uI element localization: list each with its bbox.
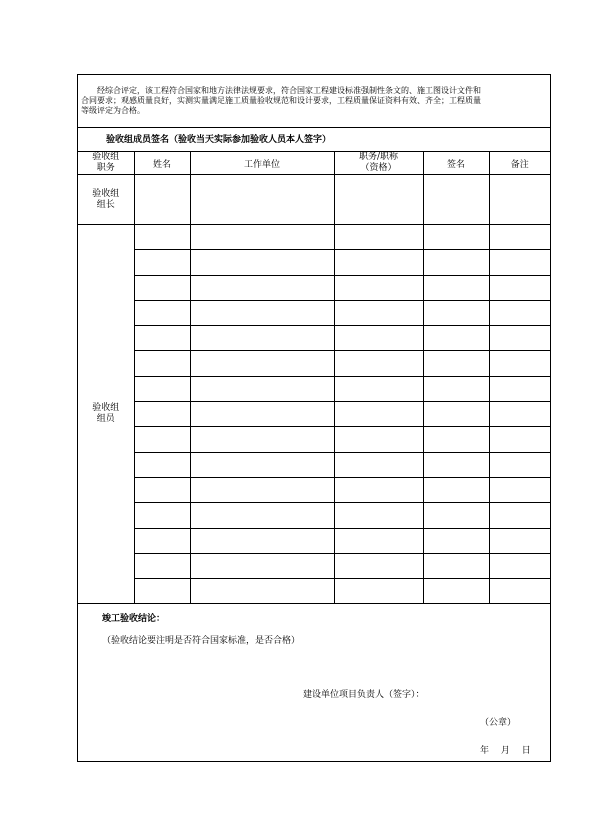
member-sign-cell[interactable] xyxy=(423,275,489,300)
member-row xyxy=(78,351,550,376)
member-remark-cell[interactable] xyxy=(489,300,550,325)
leader-unit-cell[interactable] xyxy=(190,175,334,225)
signature-section-title: 验收组成员签名（验收当天实际参加验收人员本人签字） xyxy=(78,128,550,152)
member-row xyxy=(78,553,550,578)
member-sign-cell[interactable] xyxy=(423,351,489,376)
member-unit-cell[interactable] xyxy=(190,300,334,325)
member-title-cell[interactable] xyxy=(334,376,423,401)
member-remark-cell[interactable] xyxy=(489,477,550,502)
member-sign-cell[interactable] xyxy=(423,326,489,351)
member-unit-cell[interactable] xyxy=(190,225,334,250)
member-title-cell[interactable] xyxy=(334,528,423,553)
member-title-cell[interactable] xyxy=(334,225,423,250)
member-name-cell[interactable] xyxy=(134,427,190,452)
leader-title-cell[interactable] xyxy=(334,175,423,225)
member-title-cell[interactable] xyxy=(334,452,423,477)
member-unit-cell[interactable] xyxy=(190,553,334,578)
member-sign-cell[interactable] xyxy=(423,579,489,604)
member-sign-cell[interactable] xyxy=(423,402,489,427)
member-title-cell[interactable] xyxy=(334,402,423,427)
member-remark-cell[interactable] xyxy=(489,452,550,477)
member-sign-cell[interactable] xyxy=(423,477,489,502)
member-title-cell[interactable] xyxy=(334,553,423,578)
member-row xyxy=(78,477,550,502)
official-seal-label: （公章） xyxy=(480,718,517,728)
member-unit-cell[interactable] xyxy=(190,402,334,427)
header-title: 职务/职称 （资格） xyxy=(334,152,423,175)
member-name-cell[interactable] xyxy=(134,225,190,250)
header-unit: 工作单位 xyxy=(190,152,334,175)
member-row xyxy=(78,225,550,250)
member-unit-cell[interactable] xyxy=(190,503,334,528)
member-sign-cell[interactable] xyxy=(423,300,489,325)
member-row xyxy=(78,376,550,401)
member-remark-cell[interactable] xyxy=(489,553,550,578)
member-sign-cell[interactable] xyxy=(423,503,489,528)
member-role-label: 验收组 组员 xyxy=(78,225,134,604)
signatory-label: 建设单位项目负责人（签字）： xyxy=(303,690,425,700)
member-remark-cell[interactable] xyxy=(489,326,550,351)
header-name: 姓名 xyxy=(134,152,190,175)
leader-row xyxy=(78,175,550,225)
member-unit-cell[interactable] xyxy=(190,351,334,376)
member-remark-cell[interactable] xyxy=(489,528,550,553)
member-remark-cell[interactable] xyxy=(489,427,550,452)
leader-role-label: 验收组 组长 xyxy=(78,175,134,225)
leader-name-cell[interactable] xyxy=(134,175,190,225)
member-unit-cell[interactable] xyxy=(190,528,334,553)
member-unit-cell[interactable] xyxy=(190,275,334,300)
member-name-cell[interactable] xyxy=(134,477,190,502)
member-title-cell[interactable] xyxy=(334,427,423,452)
member-unit-cell[interactable] xyxy=(190,579,334,604)
member-title-cell[interactable] xyxy=(334,351,423,376)
member-row xyxy=(78,528,550,553)
member-remark-cell[interactable] xyxy=(489,351,550,376)
evaluation-statement xyxy=(78,75,550,128)
header-row xyxy=(78,152,550,175)
member-title-cell[interactable] xyxy=(334,300,423,325)
member-sign-cell[interactable] xyxy=(423,452,489,477)
header-role: 验收组 职务 xyxy=(78,152,134,175)
member-name-cell[interactable] xyxy=(134,300,190,325)
member-name-cell[interactable] xyxy=(134,553,190,578)
member-name-cell[interactable] xyxy=(134,376,190,401)
member-remark-cell[interactable] xyxy=(489,402,550,427)
statement-line-3: 等级评定为合格。 xyxy=(81,106,145,115)
member-sign-cell[interactable] xyxy=(423,250,489,275)
date-label: 年 月 日 xyxy=(480,746,531,756)
member-name-cell[interactable] xyxy=(134,579,190,604)
leader-remark-cell[interactable] xyxy=(489,175,550,225)
member-name-cell[interactable] xyxy=(134,250,190,275)
member-unit-cell[interactable] xyxy=(190,376,334,401)
member-sign-cell[interactable] xyxy=(423,528,489,553)
member-remark-cell[interactable] xyxy=(489,376,550,401)
member-unit-cell[interactable] xyxy=(190,452,334,477)
conclusion-section xyxy=(78,605,550,761)
member-sign-cell[interactable] xyxy=(423,225,489,250)
statement-line-2: 合同要求；观感质量良好，实测实量满足施工质量验收规范和设计要求，工程质量保证资料有效、齐全；工程质量 xyxy=(81,96,481,105)
member-row xyxy=(78,300,550,325)
member-row xyxy=(78,326,550,351)
member-remark-cell[interactable] xyxy=(489,503,550,528)
statement-line-1: 经综合评定，该工程符合国家和地方法律法规要求，符合国家工程建设标准强制性条文的、施工图设计文件和 xyxy=(97,86,481,95)
member-remark-cell[interactable] xyxy=(489,275,550,300)
member-row xyxy=(78,402,550,427)
member-unit-cell[interactable] xyxy=(190,477,334,502)
member-title-cell[interactable] xyxy=(334,477,423,502)
member-unit-cell[interactable] xyxy=(190,427,334,452)
member-title-cell[interactable] xyxy=(334,326,423,351)
conclusion-note: （验收结论要注明是否符合国家标准，是否合格） xyxy=(102,636,301,646)
conclusion-title: 竣工验收结论： xyxy=(102,614,166,624)
member-row xyxy=(78,503,550,528)
signature-table xyxy=(78,152,550,604)
member-name-cell[interactable] xyxy=(134,402,190,427)
member-row xyxy=(78,452,550,477)
member-name-cell[interactable] xyxy=(134,452,190,477)
member-row xyxy=(78,427,550,452)
member-name-cell[interactable] xyxy=(134,326,190,351)
member-title-cell[interactable] xyxy=(334,275,423,300)
member-remark-cell[interactable] xyxy=(489,250,550,275)
member-unit-cell[interactable] xyxy=(190,250,334,275)
header-remark: 备注 xyxy=(489,152,550,175)
member-title-cell[interactable] xyxy=(334,503,423,528)
member-row xyxy=(78,275,550,300)
acceptance-form xyxy=(77,74,551,762)
member-remark-cell[interactable] xyxy=(489,579,550,604)
member-row xyxy=(78,250,550,275)
member-sign-cell[interactable] xyxy=(423,376,489,401)
leader-sign-cell[interactable] xyxy=(423,175,489,225)
member-name-cell[interactable] xyxy=(134,351,190,376)
member-title-cell[interactable] xyxy=(334,250,423,275)
member-sign-cell[interactable] xyxy=(423,427,489,452)
member-title-cell[interactable] xyxy=(334,579,423,604)
header-sign: 签名 xyxy=(423,152,489,175)
member-name-cell[interactable] xyxy=(134,275,190,300)
member-row xyxy=(78,579,550,604)
member-name-cell[interactable] xyxy=(134,528,190,553)
member-remark-cell[interactable] xyxy=(489,225,550,250)
member-sign-cell[interactable] xyxy=(423,553,489,578)
member-name-cell[interactable] xyxy=(134,503,190,528)
member-unit-cell[interactable] xyxy=(190,326,334,351)
